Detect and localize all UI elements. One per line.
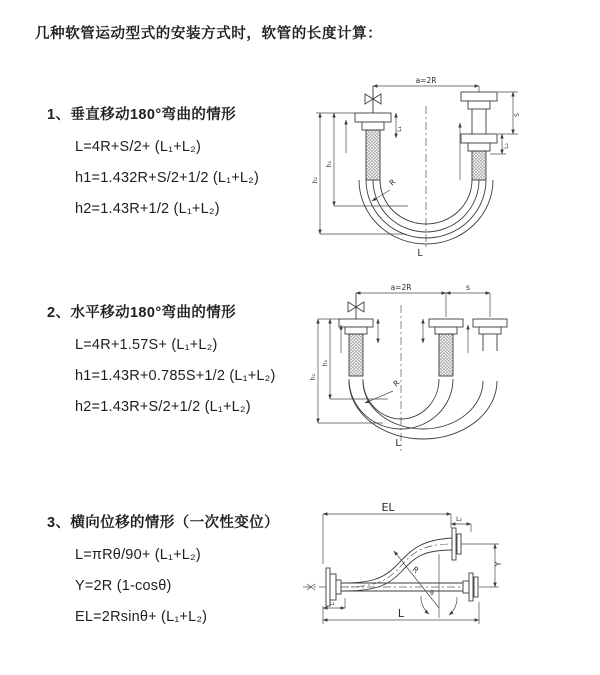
dim-label-h1: h₁ [326,160,333,168]
formula-length: L=4R+1.57S+ (L₁+L₂) [75,337,218,353]
dim-stroke [498,92,521,134]
page-title: 几种软管运动型式的安装方式时，软管的长度计算： [35,26,383,42]
hose-curves [349,379,497,439]
dim-label-theta: θ [430,590,434,597]
dim-span [373,76,479,92]
dim-label-radius: R [391,378,402,389]
section-vertical-move [47,103,259,225]
dim-fitting-left [396,113,403,138]
right-fitting-moved [473,319,507,351]
dim-label-radius: R [387,177,398,188]
dim-heights [312,113,408,234]
formula-h1: h1=1.43R+0.785S+1/2 (L₁+L₂) [75,368,276,384]
section-horizontal-move [47,301,276,423]
formula-h2: h2=1.43R+S/2+1/2 (L₁+L₂) [75,399,251,415]
dim-label-shift: s [466,283,470,292]
right-fitting [463,573,478,601]
formula-y: Y=2R (1-cosθ) [75,578,172,594]
dim-label-length: L [397,607,405,620]
dim-label-y: Y [494,561,503,567]
dim-label-h1: h₁ [322,359,329,367]
dim-label-span: a=2R [390,283,412,292]
dim-label-l2: L₂ [503,143,510,149]
dim-el [323,501,451,564]
dim-label-l1: L₁ [396,126,403,132]
formula-h1: h1=1.432R+S/2+1/2 (L₁+L₂) [75,170,260,186]
middle-fitting [429,319,463,376]
radius-callout [394,551,439,608]
upper-fitting [452,528,461,560]
formula-h2: h2=1.43R+1/2 (L₁+L₂) [75,201,220,217]
left-fitting [339,319,373,376]
dim-label-radius: R [410,564,421,575]
left-fitting [355,113,391,180]
diagram-lateral-displacement [293,498,598,658]
right-fitting-lower [461,134,497,180]
right-fitting-upper [461,92,497,134]
dim-label-s: S [514,113,521,117]
section-lateral-displacement [47,511,279,633]
dim-label-length: L [395,438,401,449]
diagram-horizontal-180-bend [308,281,598,459]
valve-icon [348,293,364,319]
dim-label-h2: h₂ [312,176,319,184]
dim-label-length: L [417,248,423,259]
diagram-vertical-180-bend [308,68,553,263]
section-heading: 3、横向位移的情形（一次性变位） [47,515,279,531]
formula-el: EL=2Rsinθ+ (L₁+L₂) [75,609,208,625]
dim-label-el: EL [381,501,395,514]
dim-label-span: a=2R [415,76,437,85]
formula-length: L=4R+S/2+ (L₁+L₂) [75,139,201,155]
section-heading: 1、垂直移动180°弯曲的情形 [47,107,237,123]
dim-label-l2: L₂ [456,516,462,523]
valve-icon [365,86,381,113]
dim-span [356,283,490,317]
dim-label-h2: h₂ [310,373,317,381]
section-heading: 2、水平移动180°弯曲的情形 [47,305,237,321]
dim-label-l1: L₁ [329,600,335,607]
formula-length: L=πRθ/90+ (L₁+L₂) [75,547,201,563]
dim-offset [461,544,503,587]
